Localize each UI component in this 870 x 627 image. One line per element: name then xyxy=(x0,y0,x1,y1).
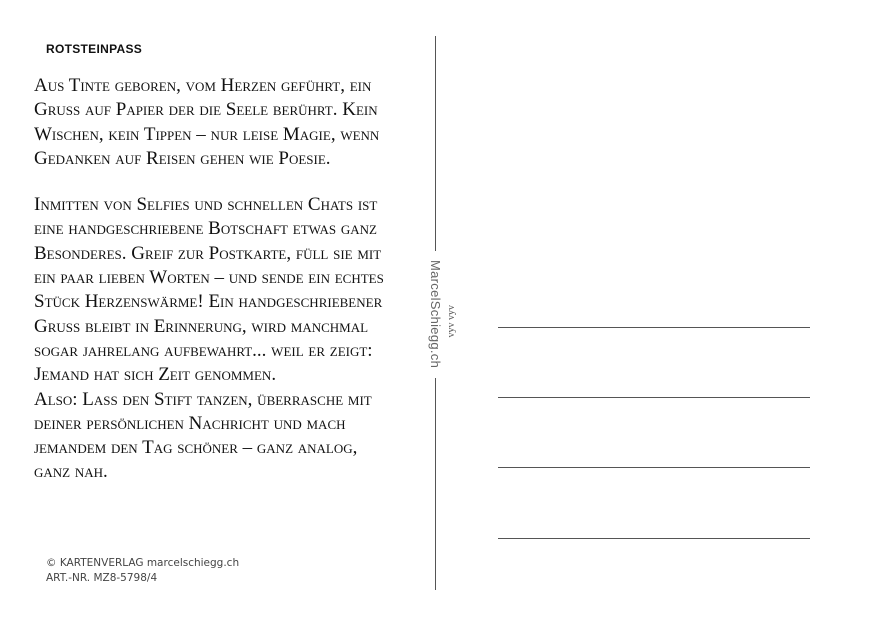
text-line: Inmitten von Selfies und schnellen Chats ist xyxy=(34,194,378,216)
text-line: Besonderes. Greif zur Postkarte, füll sie mit xyxy=(34,242,382,264)
address-line xyxy=(498,538,810,539)
text-line: Wischen, kein Tippen – nur leise Magie, wenn xyxy=(34,123,380,145)
divider-line-bottom xyxy=(435,378,436,590)
imprint xyxy=(46,556,239,586)
message-text xyxy=(34,74,424,485)
text-line: Gruss auf Papier der die Seele berührt. Kein xyxy=(34,99,378,121)
address-line xyxy=(498,397,810,398)
address-line xyxy=(498,327,810,328)
text-line: Aus Tinte geboren, vom Herzen geführt, ein xyxy=(34,75,372,96)
publisher-line: © KARTENVERLAG marcelschiegg.ch xyxy=(46,557,240,569)
text-line: sogar jahrelang aufbewahrt... weil er zeigt: xyxy=(34,339,373,361)
divider-line-top xyxy=(435,36,436,251)
text-line: eine handgeschriebene Botschaft etwas ganz xyxy=(34,218,377,240)
card-title: ROTSTEINPASS xyxy=(46,42,143,56)
address-line xyxy=(498,467,810,468)
text-line: Gruss bleibt in Erinnerung, wird manchmal xyxy=(34,315,369,337)
text-line: jemandem den Tag schöner – ganz analog, xyxy=(34,437,358,459)
text-line: deiner persönlichen Nachricht und mach xyxy=(34,412,346,434)
text-line: Stück Herzenswärme! Ein handgeschriebener xyxy=(34,291,383,313)
ornament-icon: ʌʎʌ ʌʎʌ xyxy=(446,305,457,338)
text-line: ein paar lieben Worten – und sende ein echtes xyxy=(34,267,384,289)
text-line: Gedanken auf Reisen gehen wie Poesie. xyxy=(34,147,331,169)
text-line: ganz nah. xyxy=(34,461,108,483)
article-number: ART.-NR. MZ8-5798/4 xyxy=(46,572,158,584)
brand-logo-text: MarcelSchiegg.ch xyxy=(428,260,443,369)
text-line: Also: Lass den Stift tanzen, überrasche mit xyxy=(34,388,372,410)
text-line: Jemand hat sich Zeit genommen. xyxy=(34,364,277,386)
